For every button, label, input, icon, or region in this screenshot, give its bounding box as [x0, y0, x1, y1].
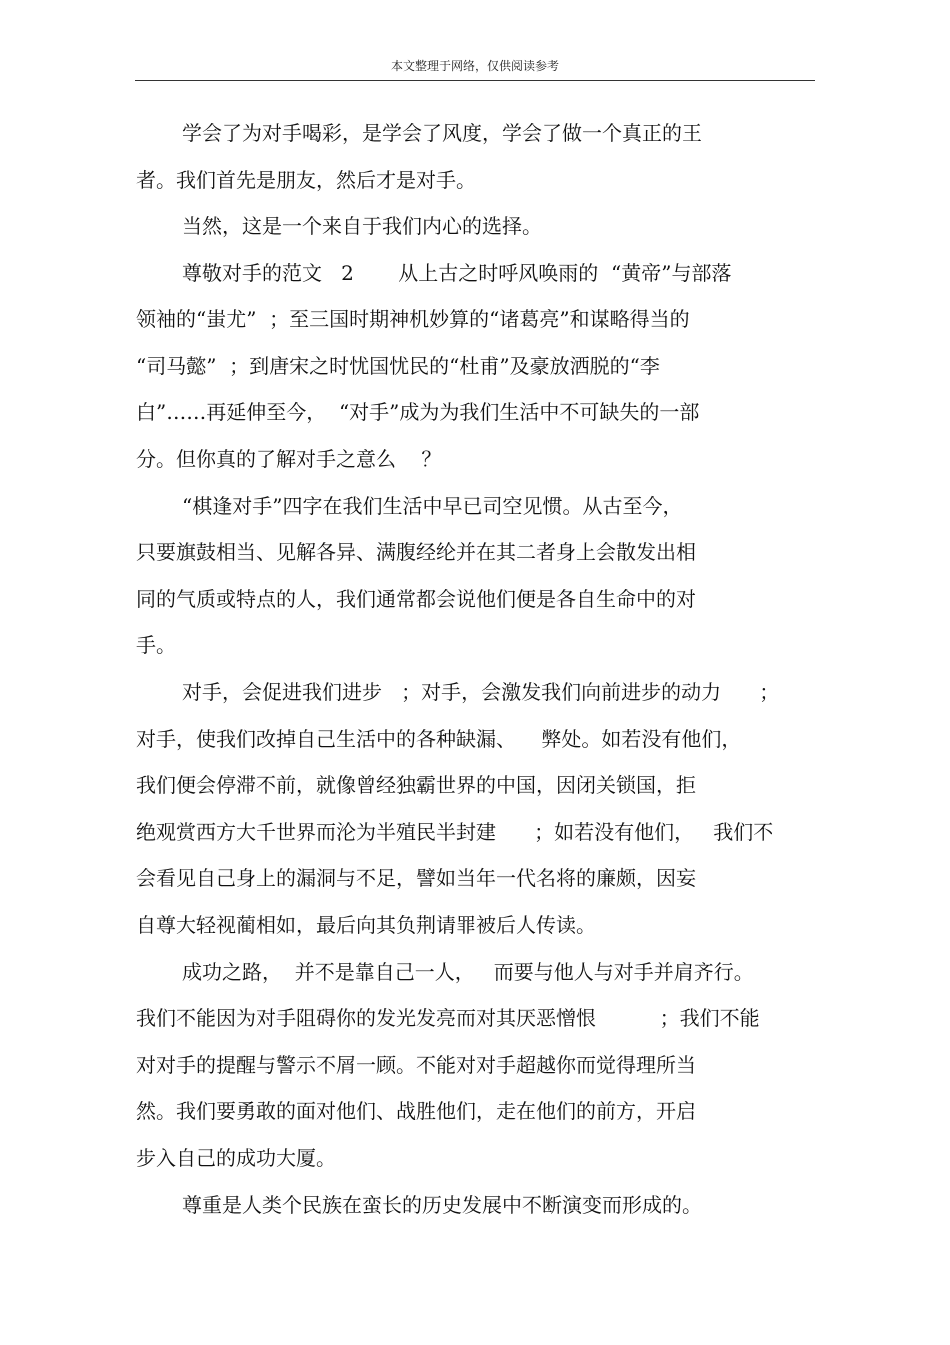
page-header: 本文整理于网络，仅供阅读参考 — [390, 59, 559, 73]
text-line: 然。我们要勇敢的面对他们、战胜他们，走在他们的前方，开启 — [136, 1099, 696, 1123]
text-line: 只要旗鼓相当、见解各异、满腹经纶并在其二者身上会散发出相 — [136, 540, 696, 564]
text-line: 绝观赏西方大千世界而沦为半殖民半封建 ；如若没有他们， 我们不 — [136, 820, 774, 844]
text-line: 尊重是人类个民族在蛮长的历史发展中不断演变而形成的。 — [182, 1193, 702, 1217]
text-line: “司马懿” ；到唐宋之时忧国忧民的“杜甫”及豪放洒脱的“李 — [136, 354, 660, 378]
text-line: 手。 — [136, 633, 176, 657]
text-line: 白”……再延伸至今， “对手”成为为我们生活中不可缺失的一部 — [136, 400, 700, 424]
text-line: 我们便会停滞不前，就像曾经独霸世界的中国，因闭关锁国，拒 — [136, 773, 696, 797]
text-line: “棋逢对手”四字在我们生活中早已司空见惯。从古至今， — [182, 494, 683, 518]
text-line: 对手，使我们改掉自己生活中的各种缺漏、 弊处。如若没有他们， — [136, 727, 742, 751]
text-line: 会看见自己身上的漏洞与不足，譬如当年一代名将的廉颇，因妄 — [136, 866, 696, 890]
text-line: 学会了为对手喝彩，是学会了风度，学会了做一个真正的王 — [182, 121, 702, 145]
text-line: 者。我们首先是朋友，然后才是对手。 — [136, 168, 476, 192]
header-divider — [135, 80, 815, 81]
text-line: 自尊大轻视蔺相如，最后向其负荆请罪被后人传读。 — [136, 913, 596, 937]
text-line: 成功之路， 并不是靠自己一人， 而要与他人与对手并肩齐行。 — [182, 960, 754, 984]
text-line: 同的气质或特点的人，我们通常都会说他们便是各自生命中的对 — [136, 587, 696, 611]
text-line: 分。但你真的了解对手之意么 ？ — [136, 447, 442, 471]
text-line: 步入自己的成功大厦。 — [136, 1146, 336, 1170]
text-line: 领袖的“蚩尤” ；至三国时期神机妙算的“诸葛亮”和谋略得当的 — [136, 307, 690, 331]
text-line: 尊敬对手的范文 2 从上古之时呼风唤雨的 “黄帝”与部落 — [182, 261, 732, 285]
text-line: 我们不能因为对手阻碍你的发光发亮而对其厌恶憎恨 ；我们不能 — [136, 1006, 760, 1030]
text-line: 对对手的提醒与警示不屑一顾。不能对对手超越你而觉得理所当 — [136, 1053, 696, 1077]
text-line: 当然，这是一个来自于我们内心的选择。 — [182, 214, 542, 238]
text-line: 对手，会促进我们进步 ；对手，会激发我们向前进步的动力 ； — [182, 680, 780, 704]
